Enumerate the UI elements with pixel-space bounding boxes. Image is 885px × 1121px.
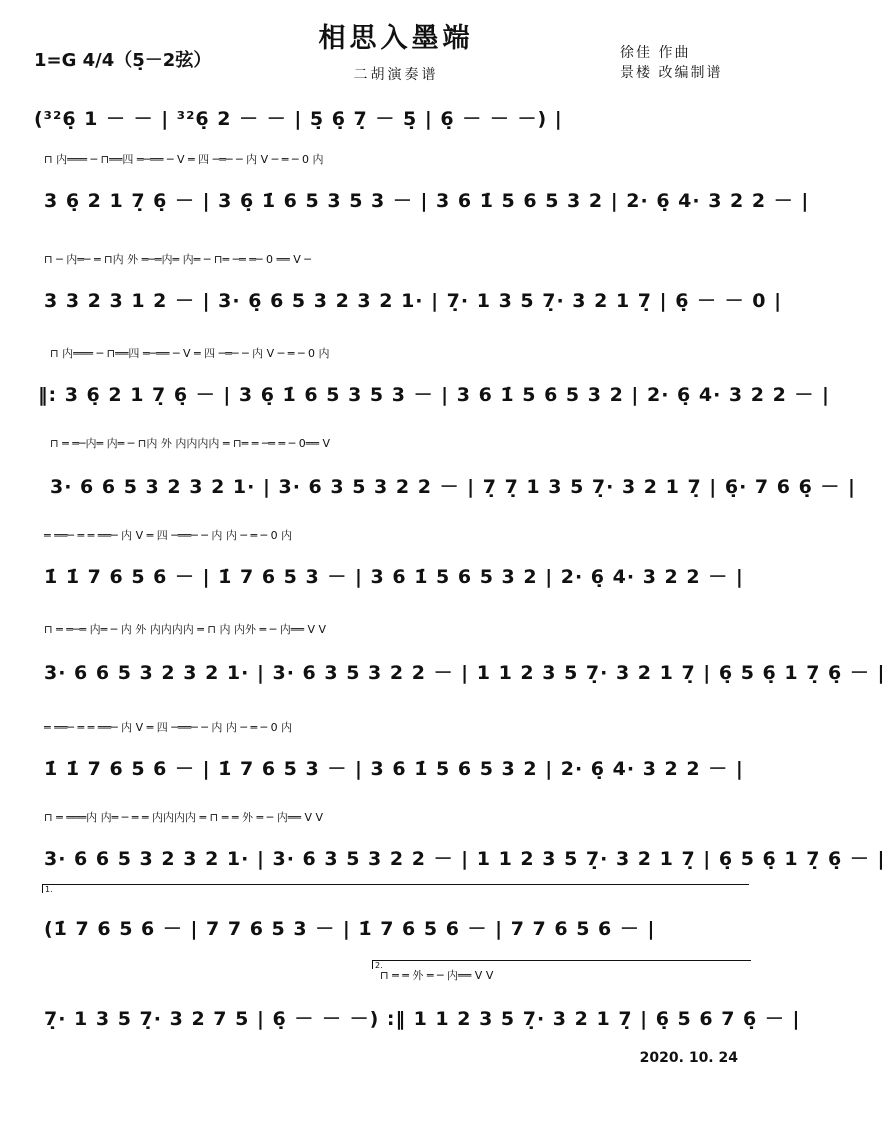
notation-line: (³²6̣ 1 － － | ³²6̣ 2 － － | 5̣ 6̣ 7̣ － 5̣ | 6̣ － － －) |: [34, 108, 563, 130]
staff-row-6: [0, 524, 792, 596]
score-subtitle: 二胡演奏谱: [353, 67, 439, 83]
notation-line: 3· 6 6 5 3 2 3 2 1· | 3· 6 3 5 3 2 2 － | 1 1 2 3 5 7̣· 3 2 1 7̣ | 6̣ 5 6̣ 1 7̣ 6̣ － |: [44, 662, 885, 684]
first-ending-bracket: [42, 884, 749, 893]
second-ending-label: 2.: [375, 961, 383, 970]
bowing-marks: ⊓ ═ ═─内═ 内═ ─ ⊓内 外 内内内内 ═ ⊓═ ═ ─═ ═ ─ 0══ V: [50, 437, 331, 450]
bowing-marks: ⊓ 内═══ ─ ⊓══四 ═─══ ─ V ═ 四 ─═─ ─ 内 V ─ ═ ─ 0 内: [50, 347, 330, 360]
staff-row-5: [0, 432, 856, 504]
staff-row-11: [0, 966, 801, 1038]
bowing-marks: ⊓ 内═══ ─ ⊓══四 ═─══ ─ V ═ 四 ─═─ ─ 内 V ─ ═ ─ 0 内: [44, 153, 324, 166]
notation-line: 7̣· 1 3 5 7̣· 3 2 7 5 | 6̣ － － －) :‖ 1 1 2 3 5 7̣· 3 2 1 7̣ | 6̣ 5 6 7 6̣ － |: [44, 1008, 801, 1030]
bowing-marks: ⊓ ─ 内═─ ═ ⊓内 外 ═─═内═ 内═ ─ ⊓═ ─═ ═─ 0 ══ V ─: [44, 253, 311, 266]
notation-line: 3 3 2 3 1 2 － | 3· 6̣ 6 5 3 2 3 2 1· | 7̣· 1 3 5 7̣· 3 2 1 7̣ | 6̣ － － 0 |: [44, 290, 783, 312]
bowing-marks: ⊓ ═ ═ 外 ═ ─ 内══ V V: [380, 969, 494, 982]
staff-row-7: [0, 618, 885, 690]
bowing-marks: ⊓ ═ ═══内 内═ ─ ═ ═ 内内内内 ═ ⊓ ═ ═ 外 ═ ─ 内══ V V: [44, 811, 323, 824]
staff-row-8: [0, 716, 792, 788]
first-ending-label: 1.: [45, 885, 53, 894]
bowing-marks: ═ ══─ ═ ═ ══─ 内 V ═ 四 ─══─ ─ 内 内 ─ ═ ─ 0 内: [44, 721, 293, 734]
notation-line: 3· 6 6 5 3 2 3 2 1· | 3· 6 3 5 3 2 2 － | 7̣ 7̣ 1 3 5 7̣· 3 2 1 7̣ | 6̣· 7 6 6̣ － |: [50, 476, 856, 498]
bowing-marks: ═ ══─ ═ ═ ══─ 内 V ═ 四 ─══─ ─ 内 内 ─ ═ ─ 0 内: [44, 529, 293, 542]
score-date: 2020. 10. 24: [639, 1050, 738, 1066]
arranger-credit: 景楼 改编制谱: [620, 65, 723, 81]
notation-line: 3 6̣ 2 1 7̣ 6̣ － | 3 6̣ 1̇ 6 5 3 5 3 － | 3 6 1̇ 5 6 5 3 2 | 2· 6̣ 4· 3 2 2 － |: [44, 190, 810, 212]
notation-line: (1̇ 7 6 5 6 － | 7 7 6 5 3 － | 1̇ 7 6 5 6 － | 7 7 6 5 6 － |: [44, 918, 656, 940]
staff-row-10: [0, 906, 792, 946]
bowing-marks: ⊓ ═ ═─═ 内═ ─ 内 外 内内内内 ═ ⊓ 内 内外 ═ ─ 内══ V V: [44, 623, 327, 636]
notation-line: ‖: 3 6̣ 2 1 7̣ 6̣ － | 3 6̣ 1̇ 6 5 3 5 3 － | 3 6 1̇ 5 6 5 3 2 | 2· 6̣ 4· 3 2 2 － |: [38, 384, 830, 406]
staff-row-2: [0, 148, 810, 220]
notation-line: 3· 6 6 5 3 2 3 2 1· | 3· 6 3 5 3 2 2 － | 1 1 2 3 5 7̣· 3 2 1 7̣ | 6̣ 5 6̣ 1 7̣ 6̣ － |: [44, 848, 885, 870]
staff-row-4: [0, 342, 830, 414]
staff-row-3: [0, 248, 792, 320]
score-title: 相思入墨端: [318, 23, 474, 54]
staff-row-1: [0, 96, 792, 136]
staff-row-9: [0, 806, 885, 878]
notation-line: 1̇ 1̇ 7 6 5 6 － | 1̇ 7 6 5 3 － | 3 6 1̇ 5 6 5 3 2 | 2· 6̣ 4· 3 2 2 － |: [44, 566, 744, 588]
key-signature: 1=G 4/4（5̣－2弦）: [34, 50, 212, 71]
composer-credit: 徐佳 作曲: [620, 45, 691, 61]
notation-line: 1̇ 1̇ 7 6 5 6 － | 1̇ 7 6 5 3 － | 3 6 1̇ 5 6 5 3 2 | 2· 6̣ 4· 3 2 2 － |: [44, 758, 744, 780]
